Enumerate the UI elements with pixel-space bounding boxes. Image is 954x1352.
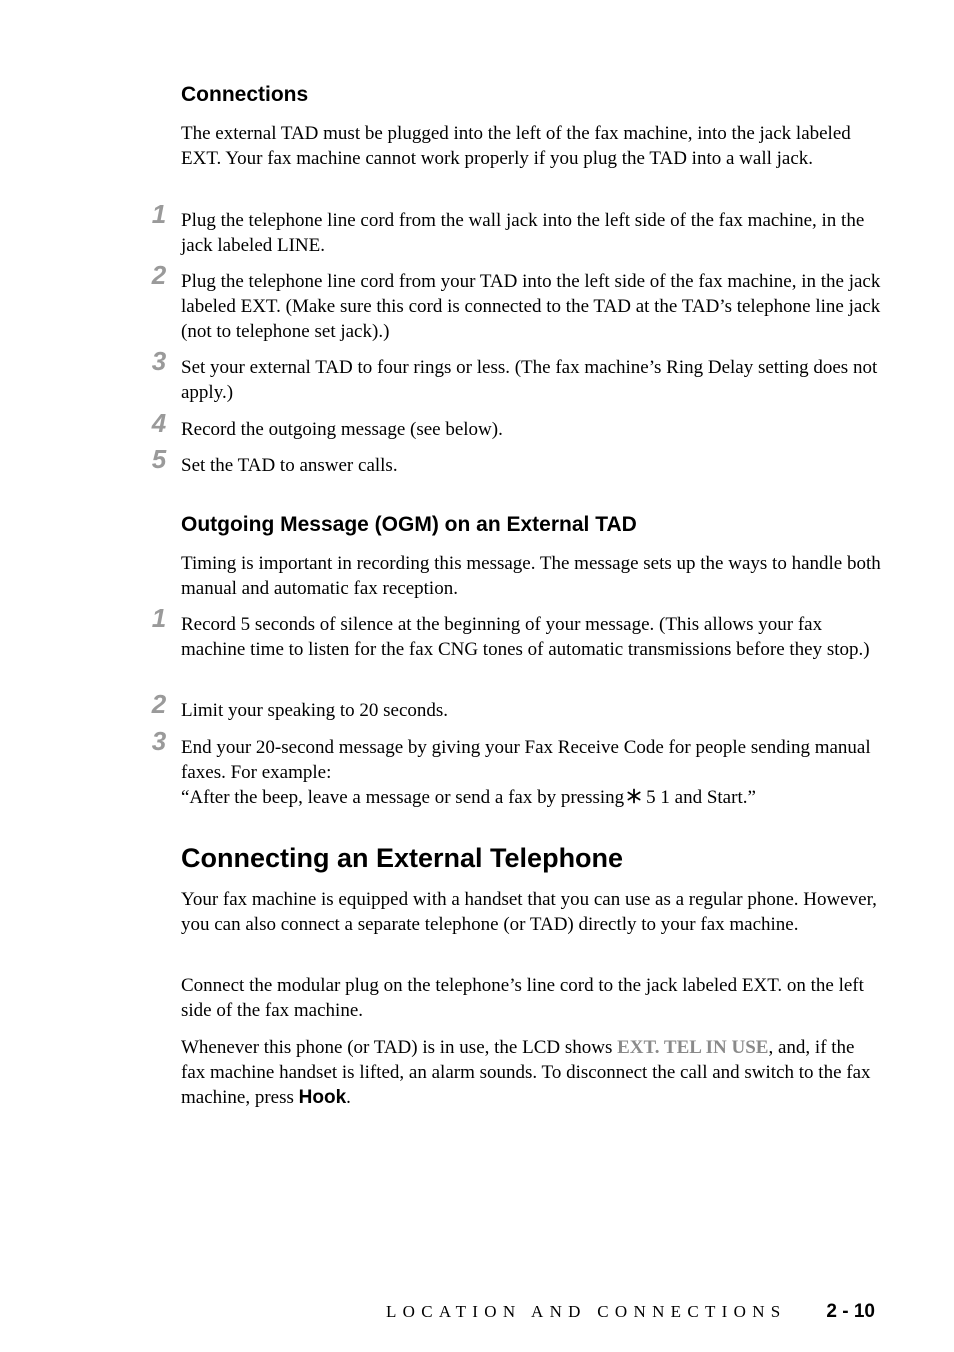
step-number: 2 — [151, 260, 167, 290]
para3-text-middle: , and, if the fax machine handset is lifted, an alarm sounds. To disconnect the call and switch to the fax machine, press — [181, 1037, 871, 1108]
step-text: Limit your speaking to 20 seconds. — [181, 700, 449, 721]
step-text: Record 5 seconds of silence at the beginning of your message. (This allows your fax machine time to listen for the fax CNG tones of automatic transmissions before they stop.) — [181, 614, 870, 660]
step-text: Plug the telephone line cord from your TAD into the left side of the fax machine, in the jack labeled EXT. (Make sure this cord is connected to the TAD at the TAD’s telephone line jack (not to telephone set jack).) — [181, 271, 881, 342]
star-key-icon — [626, 788, 642, 804]
page-footer — [386, 1300, 878, 1324]
ogm-intro: Timing is important in recording this message. The message sets up the ways to handle both manual and automatic fax reception. — [181, 553, 881, 599]
section-heading-connections: Connections — [181, 83, 309, 106]
step-number: 2 — [151, 689, 167, 719]
para3-text-after: . — [346, 1087, 351, 1108]
step-number: 1 — [151, 199, 167, 229]
section-heading-external-telephone: Connecting an External Telephone — [181, 843, 624, 873]
step-text: Record the outgoing message (see below). — [181, 419, 503, 440]
step-number: 3 — [151, 726, 167, 756]
footer-chapter-title: LOCATION AND CONNECTIONS — [386, 1302, 787, 1321]
telephone-para-3 — [181, 1035, 881, 1110]
connections-step-5 — [151, 444, 881, 478]
para3-text-before: Whenever this phone (or TAD) is in use, the LCD shows — [181, 1037, 618, 1058]
step-text: Set the TAD to answer calls. — [181, 455, 398, 476]
connections-step-4 — [151, 408, 881, 442]
connections-intro: The external TAD must be plugged into the left of the fax machine, into the jack labeled EXT. Your fax machine cannot work properly if you plug the TAD into a wall jack. — [181, 123, 851, 169]
step-number: 3 — [151, 346, 167, 376]
ogm-step-3 — [151, 726, 881, 810]
lcd-message: EXT. TEL IN USE — [617, 1037, 769, 1058]
connections-step-2 — [151, 260, 881, 344]
connections-step-1 — [151, 199, 881, 258]
connections-step-3 — [151, 346, 881, 405]
ogm-step-2 — [151, 689, 881, 723]
example-quote — [181, 785, 881, 810]
step-text: End your 20-second message by giving your Fax Receive Code for people sending manual faxes. For example: — [181, 737, 871, 783]
step-number: 5 — [151, 444, 167, 474]
telephone-para-2: Connect the modular plug on the telephone’s line cord to the jack labeled EXT. on the left side of the fax machine. — [181, 975, 864, 1021]
step-number: 4 — [151, 408, 167, 438]
ogm-step-1 — [151, 603, 881, 662]
telephone-para-1: Your fax machine is equipped with a handset that you can use as a regular phone. However, you can also connect a separate telephone (or TAD) directly to your fax machine. — [181, 889, 877, 935]
step-text: Plug the telephone line cord from the wall jack into the left side of the fax machine, in the jack labeled LINE. — [181, 210, 865, 256]
step-number: 1 — [151, 603, 167, 633]
page-number: 2 - 10 — [826, 1301, 875, 1322]
quote-before: “After the beep, leave a message or send a fax by pressing — [181, 787, 625, 808]
section-heading-ogm: Outgoing Message (OGM) on an External TAD — [181, 513, 637, 536]
quote-after: 5 1 and Start.” — [646, 787, 756, 808]
step-text: Set your external TAD to four rings or less. (The fax machine’s Ring Delay setting does not apply.) — [181, 357, 878, 403]
hook-key-label: Hook — [298, 1087, 347, 1108]
